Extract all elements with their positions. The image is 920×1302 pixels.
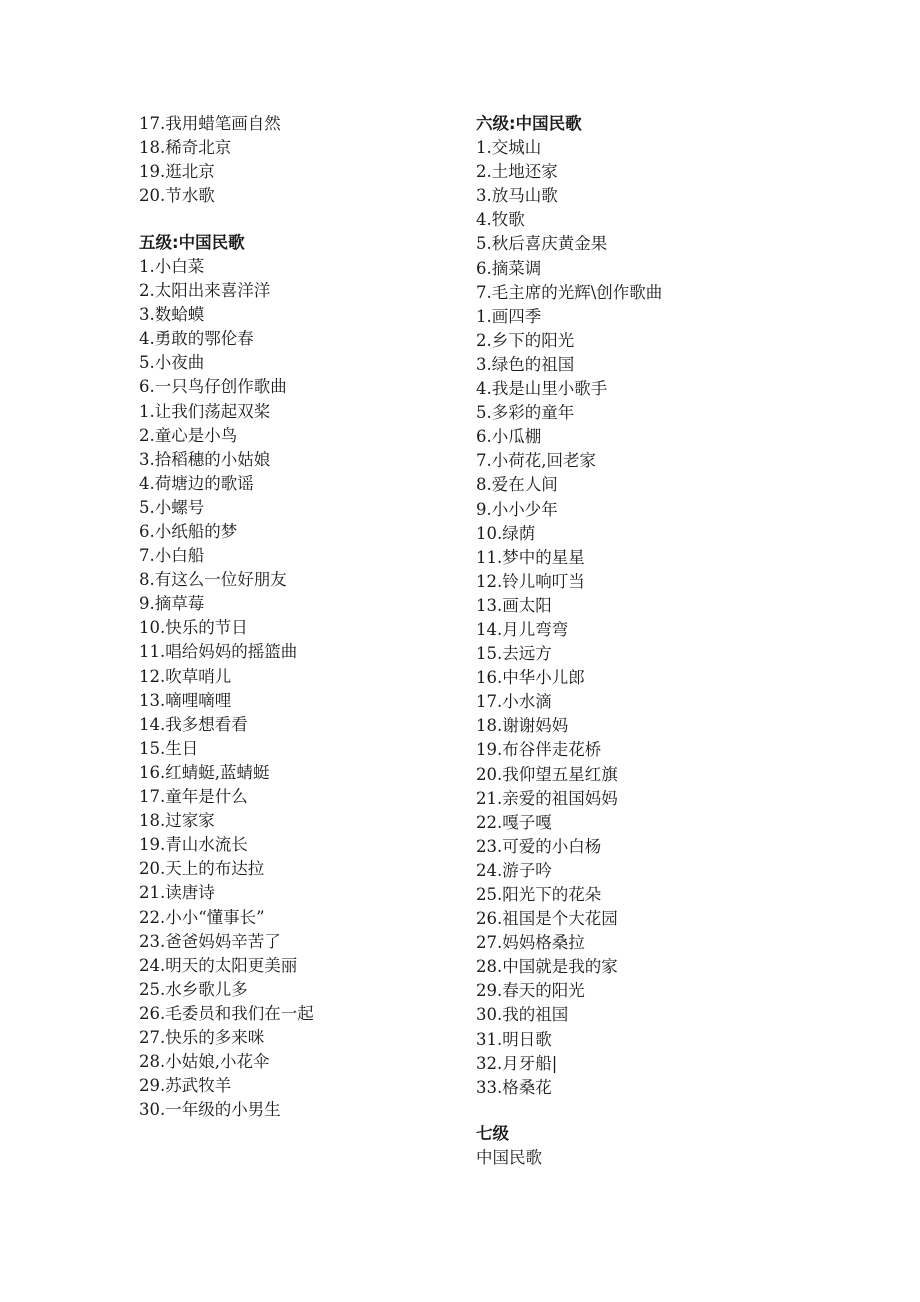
song-list-item: 19.青山水流长: [139, 835, 248, 855]
song-list-item: 3.数蛤蟆: [139, 305, 205, 325]
level6-song-list: [476, 136, 776, 1100]
song-list-item: 18.过家家: [139, 811, 215, 831]
song-list-item: 4.勇敢的鄂伦春: [139, 329, 254, 349]
song-list-item: 5.多彩的童年: [476, 403, 575, 423]
continued-song-list: [139, 112, 469, 208]
song-list-item: 6.一只鸟仔创作歌曲: [139, 377, 287, 397]
song-list-item: 14.我多想看看: [139, 714, 248, 734]
song-list-item: 16.红蜻蜓,蓝蜻蜓: [139, 762, 270, 782]
song-list-item: 10.绿荫: [476, 523, 536, 543]
song-list-item: 24.明天的太阳更美丽: [139, 955, 298, 975]
song-list-item: 8.爱在人间: [476, 475, 558, 495]
song-list-item: 17.童年是什么: [139, 787, 248, 807]
song-list-item: 27.妈妈格桑拉: [476, 933, 585, 953]
song-list-item: 3.绿色的祖国: [476, 354, 575, 374]
song-list-item: 11.唱给妈妈的摇篮曲: [139, 642, 298, 662]
song-list-item: 19.逛北京: [139, 162, 215, 182]
song-list-item: 26.毛委员和我们在一起: [139, 1003, 314, 1023]
section-gap: [476, 1100, 776, 1123]
section-heading-level7: 七级: [476, 1124, 509, 1144]
section-heading-level6: 六级:中国民歌: [476, 114, 582, 133]
section-subheading-level7: 中国民歌: [476, 1148, 542, 1168]
song-list-item: 20.我仰望五星红旗: [476, 764, 618, 784]
song-list-item: 31.明日歌: [476, 1029, 552, 1049]
song-list-item: 28.小姑娘,小花伞: [139, 1052, 270, 1072]
song-list-item: 27.快乐的多来咪: [139, 1027, 265, 1047]
song-list-item: 2.童心是小鸟: [139, 425, 238, 445]
song-list-item: 30.我的祖国: [476, 1005, 569, 1025]
song-list-item: 5.小螺号: [139, 497, 205, 517]
song-list-item: 15.去远方: [476, 644, 552, 664]
song-list-item: 3.拾稻穗的小姑娘: [139, 449, 271, 469]
song-list-item: 21.读唐诗: [139, 883, 215, 903]
song-list-item: 6.摘菜调: [476, 258, 542, 278]
right-column: [476, 112, 776, 1171]
song-list-item: 24.游子吟: [476, 860, 552, 880]
song-list-item: 17.小水滴: [476, 692, 552, 712]
song-list-item: 1.交城山: [476, 138, 542, 158]
song-list-item: 4.荷塘边的歌谣: [139, 473, 254, 493]
song-list-item: 17.我用蜡笔画自然: [139, 114, 281, 133]
song-list-item: 22.小小“懂事长”: [139, 907, 265, 927]
song-list-item: 4.我是山里小歌手: [476, 379, 608, 399]
song-list-item: 16.中华小儿郎: [476, 668, 585, 688]
song-list-item: 33.格桑花: [476, 1077, 552, 1097]
song-list-item: 14.月儿弯弯: [476, 619, 569, 639]
song-list-item: 1.让我们荡起双桨: [139, 401, 271, 421]
song-list-item: 25.阳光下的花朵: [476, 885, 602, 904]
song-list-item: 7.小白船: [139, 546, 205, 566]
song-list-item: 2.土地还家: [476, 162, 558, 182]
song-list-item: 5.小夜曲: [139, 353, 205, 373]
left-column: [139, 112, 469, 1122]
song-list-item: 2.太阳出来喜洋洋: [139, 281, 271, 301]
song-list-item: 29.春天的阳光: [476, 981, 585, 1001]
song-list-item: 12.吹草哨儿: [139, 666, 232, 686]
song-list-item: 6.小瓜棚: [476, 427, 542, 447]
song-list-item: 23.爸爸妈妈辛苦了: [139, 931, 281, 951]
song-list-item: 20.节水歌: [139, 186, 215, 206]
song-list-item: 15.生日: [139, 738, 199, 758]
level5-song-list: [139, 255, 469, 1122]
song-list-item: 9.小小少年: [476, 499, 558, 519]
song-list-item: 5.秋后喜庆黄金果: [476, 234, 608, 254]
song-list-item: 28.中国就是我的家: [476, 957, 618, 977]
song-list-item: 4.牧歌: [476, 210, 525, 230]
song-list-item: 25.水乡歌儿多: [139, 979, 248, 999]
song-list-item: 26.祖国是个大花园: [476, 909, 618, 929]
song-list-item: 13.嘀哩嘀哩: [139, 690, 232, 710]
song-list-item: 9.摘草莓: [139, 594, 205, 614]
song-list-item: 11.梦中的星星: [476, 547, 585, 567]
song-list-item: 3.放马山歌: [476, 186, 558, 206]
song-list-item: 32.月牙船|: [476, 1053, 558, 1073]
song-list-item: 22.嘎子嘎: [476, 812, 552, 832]
song-list-item: 21.亲爱的祖国妈妈: [476, 788, 618, 808]
song-list-item: 6.小纸船的梦: [139, 522, 238, 541]
song-list-item: 18.谢谢妈妈: [476, 716, 569, 736]
song-list-item: 29.苏武牧羊: [139, 1076, 232, 1096]
song-list-item: 30.一年级的小男生: [139, 1100, 281, 1120]
song-list-item: 12.铃儿响叮当: [476, 571, 585, 591]
song-list-item: 1.画四季: [476, 306, 542, 326]
song-list-item: 7.毛主席的光辉\创作歌曲: [476, 282, 663, 302]
song-list-item: 19.布谷伴走花桥: [476, 740, 602, 760]
song-list-item: 18.稀奇北京: [139, 138, 232, 158]
song-list-item: 8.有这么一位好朋友: [139, 570, 287, 590]
section-gap: [139, 208, 469, 231]
song-list-item: 7.小荷花,回老家: [476, 451, 596, 471]
song-list-item: 23.可爱的小白杨: [476, 836, 602, 856]
song-list-item: 10.快乐的节日: [139, 618, 248, 638]
song-list-item: 2.乡下的阳光: [476, 330, 575, 350]
song-list-item: 20.天上的布达拉: [139, 859, 265, 879]
section-heading-level5: 五级:中国民歌: [139, 232, 245, 252]
song-list-item: 13.画太阳: [476, 595, 552, 615]
song-list-item: 1.小白菜: [139, 256, 205, 276]
